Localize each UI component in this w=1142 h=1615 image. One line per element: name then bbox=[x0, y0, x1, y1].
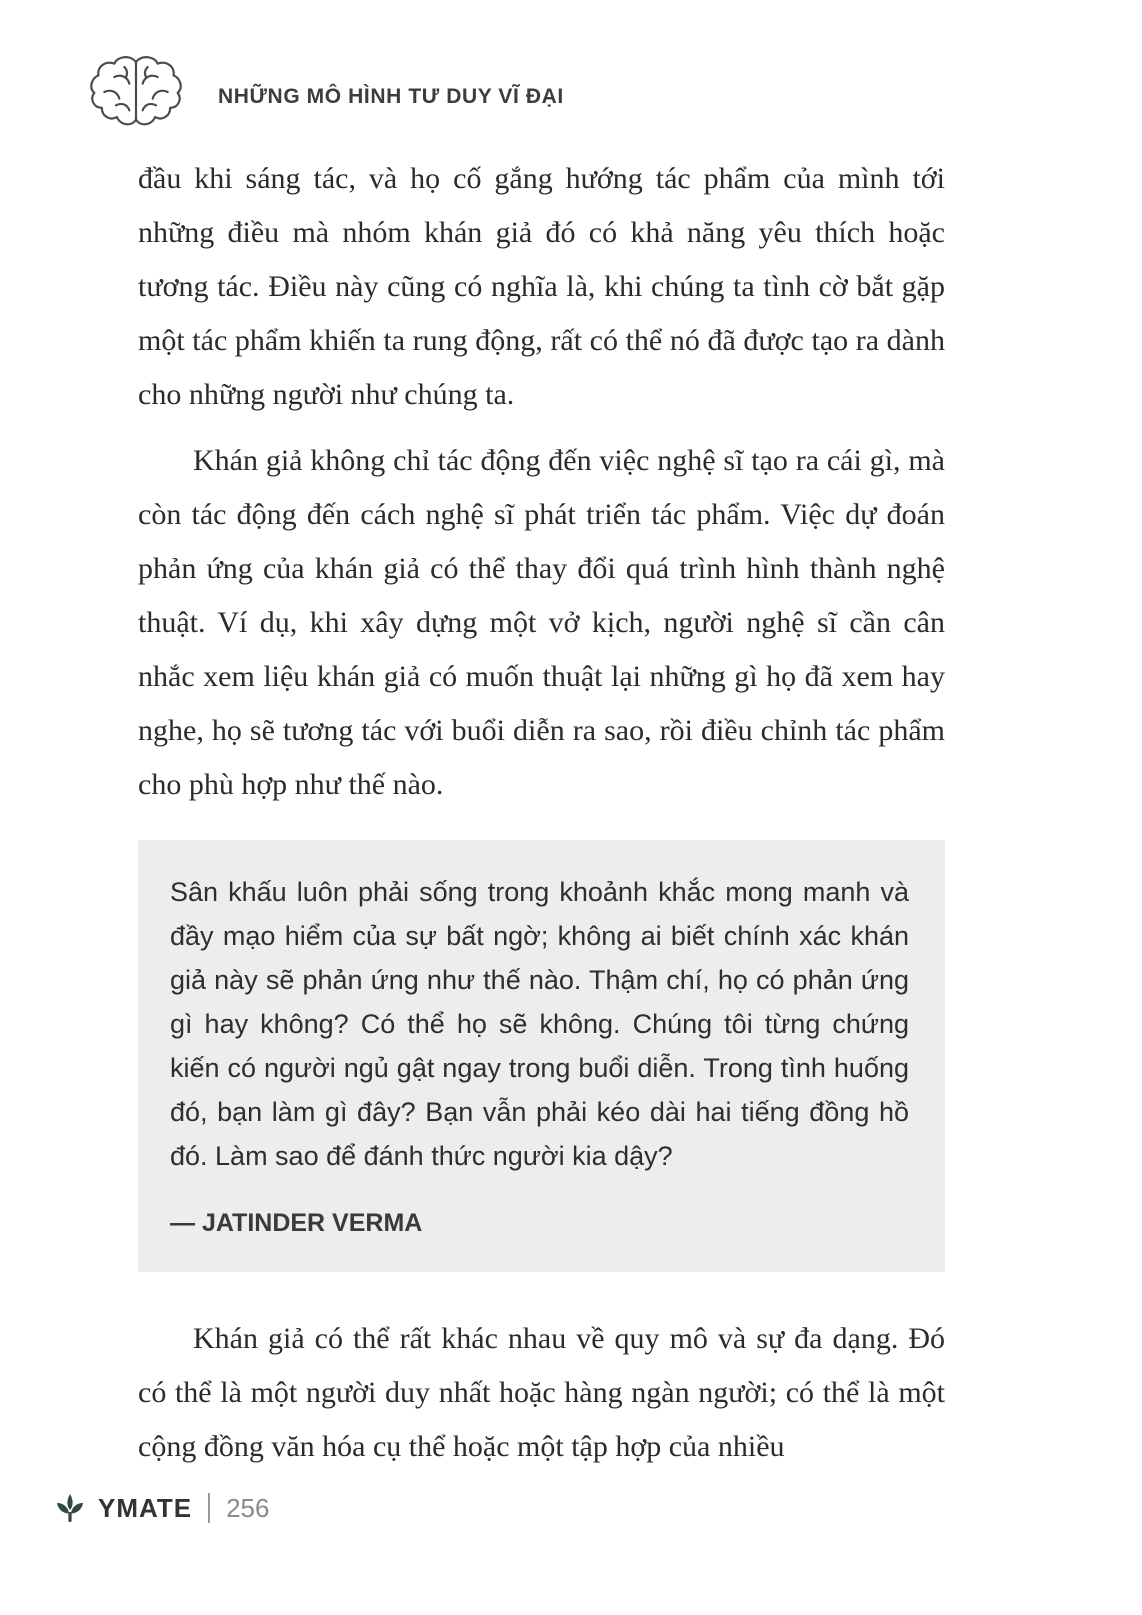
page-content bbox=[138, 152, 945, 1486]
paragraph: đầu khi sáng tác, và họ cố gắng hướng tác phẩm của mình tới những điều mà nhóm khán giả đó có khả năng yêu thích hoặc tương tác. Điều này cũng có nghĩa là, khi chúng ta tình cờ bắt gặp một tác phẩm khiến ta rung động, rất có thể nó đã được tạo ra dành cho những người như chúng ta. bbox=[138, 162, 945, 411]
paragraph: Khán giả có thể rất khác nhau về quy mô và sự đa dạng. Đó có thể là một người duy nhất hoặc hàng ngàn người; có thể là một cộng đồng văn hóa cụ thể hoặc một tập hợp của nhiều bbox=[138, 1322, 945, 1463]
quote-text: Sân khấu luôn phải sống trong khoảnh khắc mong manh và đầy mạo hiểm của sự bất ngờ; không ai biết chính xác khán giả này sẽ phản ứng như thế nào. Thậm chí, họ có phản ứng gì hay không? Có thể họ sẽ không. Chúng tôi từng chứng kiến có người ngủ gật ngay trong buổi diễn. Trong tình huống đó, bạn làm gì đây? Bạn vẫn phải kéo dài hai tiếng đồng hồ đó. Làm sao để đánh thức người kia dậy? bbox=[170, 877, 909, 1171]
brain-icon bbox=[86, 48, 186, 136]
page-footer bbox=[54, 1492, 269, 1524]
page-header bbox=[86, 48, 564, 136]
quote-attribution: — JATINDER VERMA bbox=[170, 1209, 423, 1237]
page-header-title: NHỮNG MÔ HÌNH TƯ DUY VĨ ĐẠI bbox=[218, 85, 564, 108]
footer-brand: YMATE bbox=[98, 1492, 193, 1523]
page-number: 256 bbox=[226, 1492, 270, 1523]
paragraph: Khán giả không chỉ tác động đến việc nghệ sĩ tạo ra cái gì, mà còn tác động đến cách nghệ sĩ phát triển tác phẩm. Việc dự đoán phản ứng của khán giả có thể thay đổi quá trình hình thành nghệ thuật. Ví dụ, khi xây dựng một vở kịch, người nghệ sĩ cần cân nhắc xem liệu khán giả có muốn thuật lại những gì họ đã xem hay nghe, họ sẽ tương tác với buổi diễn ra sao, rồi điều chỉnh tác phẩm cho phù hợp như thế nào. bbox=[138, 444, 945, 801]
quote-box bbox=[138, 840, 945, 1272]
footer-divider bbox=[208, 1493, 210, 1523]
ymate-logo-icon bbox=[54, 1492, 86, 1524]
